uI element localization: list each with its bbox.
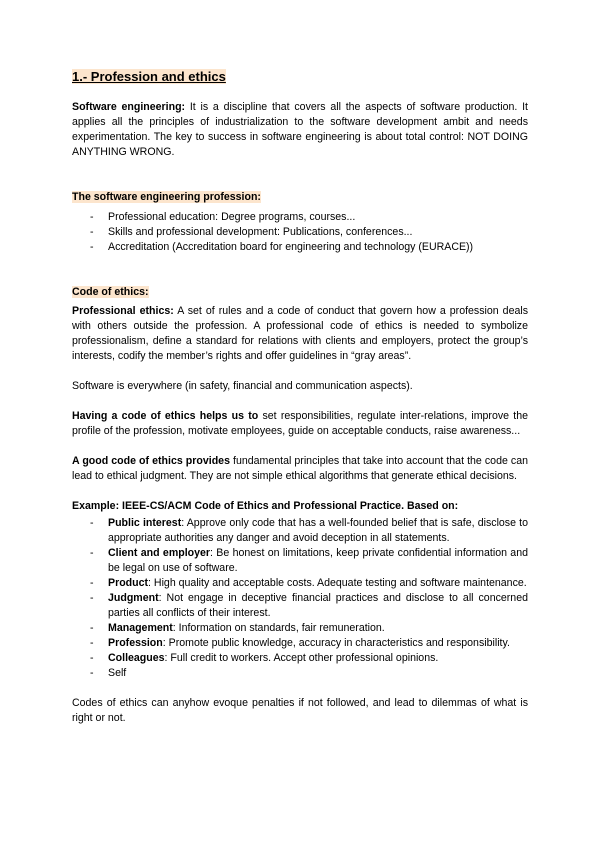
profession-heading [72,190,528,205]
intro-paragraph [72,100,528,160]
list-item: - Management: Information on standards, fair remuneration. [90,622,385,634]
list-item: - Product: High quality and acceptable costs. Adequate testing and software maintenance. [90,577,527,589]
list-item: - Profession: Promote public knowledge, accuracy in characteristics and responsibility. [90,637,510,649]
list-item: - Self [90,667,127,679]
list-item: - Colleagues: Full credit to workers. Accept other professional opinions. [90,652,439,664]
professional-ethics-term: Professional ethics: [72,305,174,317]
list-item: - Client and employer: Be honest on limitations, keep private confidential information and be legal on use of software. [90,547,528,574]
closing-paragraph: Codes of ethics can anyhow evoque penalties if not followed, and lead to dilemmas of what is right or not. [72,697,528,724]
helps-paragraph: Having a code of ethics helps us to set responsibilities, regulate inter-relations, improve the profile of the profession, motivate employees, guide on acceptable conducts, raise awareness... [72,410,529,437]
list-item: - Public interest: Approve only code that has a well-founded belief that is safe, disclose to appropriate authorities any danger and avoid deception in all statements. [90,517,528,544]
example-heading: Example: IEEE-CS/ACM Code of Ethics and Professional Practice. Based on: [72,500,459,512]
list-item: - Professional education: Degree programs, courses... [90,211,356,223]
helps-term: Having a code of ethics helps us to [72,410,259,422]
intro-term: Software engineering: [72,101,186,113]
page-title-text: 1.- Profession and ethics [72,69,226,84]
dash-bullet: - [90,211,94,223]
example-list [72,516,528,681]
list-item: - Accreditation (Accreditation board for engineering and technology (EURACE)) [90,241,474,253]
software-everywhere-paragraph: Software is everywhere (in safety, financial and communication aspects). [72,380,413,392]
page-title [72,68,528,86]
document-page [72,68,528,726]
professional-ethics-paragraph: Professional ethics: A set of rules and a code of conduct that govern how a profession deals with others outside the profession. A professional code of ethics is needed to symbolize professionalism, define a standard for relations with clients and employers, protect the group’s interests, codify the member’s rights and offer guidelines in “gray areas”. [72,305,529,362]
good-code-paragraph: A good code of ethics provides fundamental principles that take into account that the code can lead to ethical judgment. They are not simple ethical algorithms that generate ethical decisions. [72,455,528,482]
list-item: - Judgment: Not engage in deceptive financial practices and disclose to all concerned parties all conflicts of their interest. [90,592,528,619]
intro-text: It is a discipline that covers all the aspects of software production. It applies all the principles of industrialization to the software development ambit and needs experimentation. The key to success in software engineering is about total control: NOT DOING ANYTHING WRONG. [72,101,528,158]
profession-heading-text: The software engineering profession: [72,191,261,203]
list-item: - Skills and professional development: Publications, conferences... [90,226,413,238]
dash-bullet: - [90,226,94,238]
profession-list [72,210,528,255]
good-code-term: A good code of ethics provides [72,455,230,467]
ethics-heading [72,285,528,300]
ethics-heading-text: Code of ethics: [72,286,149,298]
dash-bullet: - [90,241,94,253]
